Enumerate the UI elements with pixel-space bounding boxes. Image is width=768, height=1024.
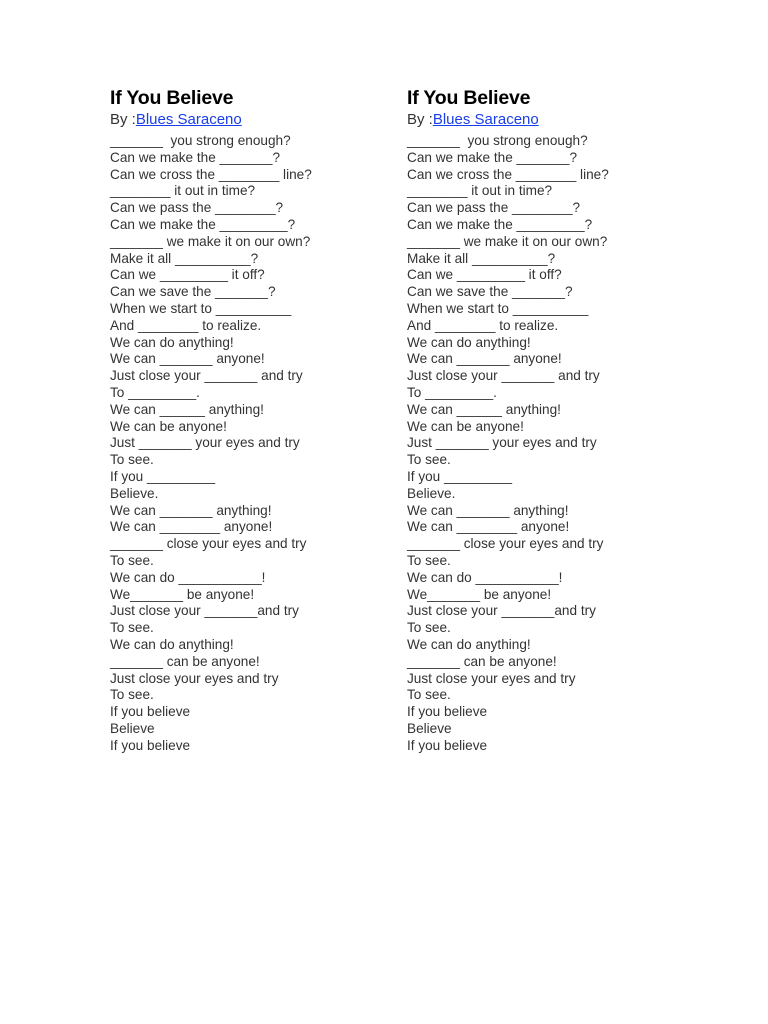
lyric-line: Can we make the _________? [407,216,593,232]
lyric-line: Just close your eyes and try [407,670,576,686]
lyric-line: Can we make the _______? [110,149,281,165]
lyric-line: To see. [110,552,154,568]
lyric-line: Can we _________ it off? [110,267,265,283]
lyric-line: Just close your _______ and try [407,368,600,384]
lyric-line: To see. [407,620,451,636]
lyric-line: We can be anyone! [110,418,227,434]
lyric-line: Can we cross the ________ line? [110,166,312,182]
lyric-line: We_______ be anyone! [407,586,552,602]
lyric-line: _______ close your eyes and try [110,536,307,552]
lyrics-column-left [110,86,410,754]
lyric-line: We can ______ anything! [407,401,561,417]
lyric-line: We can do ___________! [110,569,266,585]
lyric-line: We can _______ anything! [407,502,569,518]
lyric-line: To see. [407,452,451,468]
lyric-line: Make it all __________? [407,250,556,266]
lyric-line: We can ______ anything! [110,401,264,417]
lyric-line: We can be anyone! [407,418,524,434]
lyric-line: Can we pass the ________? [407,200,581,216]
lyric-line: To _________. [407,384,497,400]
lyrics-list [407,133,707,754]
lyric-line: To see. [110,452,154,468]
lyric-line: _______ we make it on our own? [407,233,608,249]
lyric-line: To see. [407,552,451,568]
lyric-line: Just close your _______and try [110,603,299,619]
lyric-line: If you _________ [110,468,216,484]
lyric-line: ________ it out in time? [407,183,553,199]
lyric-line: Can we pass the ________? [110,200,284,216]
lyric-line: We_______ be anyone! [110,586,255,602]
lyric-line: If you believe [110,704,191,720]
lyric-line: Just _______ your eyes and try [110,435,300,451]
lyric-line: _______ can be anyone! [110,653,260,669]
lyrics-column-right [407,86,707,754]
lyric-line: To see. [110,687,154,703]
lyric-line: To see. [110,620,154,636]
lyric-line: Can we cross the ________ line? [407,166,609,182]
byline-prefix: By : [110,111,136,128]
lyric-line: We can _______ anyone! [407,351,562,367]
lyric-line: Believe [110,720,155,736]
lyric-line: Just close your _______and try [407,603,596,619]
lyric-line: Can we save the _______? [110,284,276,300]
lyric-line: Can we _________ it off? [407,267,562,283]
lyric-line: Can we make the _________? [110,216,296,232]
lyric-line: Make it all __________? [110,250,259,266]
lyric-line: Can we save the _______? [407,284,573,300]
lyric-line: _______ close your eyes and try [407,536,604,552]
lyric-line: Just close your _______ and try [110,368,303,384]
lyric-line: To see. [407,687,451,703]
lyric-line: We can _______ anything! [110,502,272,518]
lyric-line: We can do anything! [407,334,531,350]
lyric-line: _______ you strong enough? [407,133,588,148]
lyric-line: And ________ to realize. [407,317,559,333]
byline [407,110,707,130]
lyric-line: _______ you strong enough? [110,133,291,148]
lyric-line: We can ________ anyone! [110,519,273,535]
song-title: If You Believe [110,87,234,109]
lyric-line: ________ it out in time? [110,183,256,199]
lyric-line: We can _______ anyone! [110,351,265,367]
lyric-line: To _________. [110,384,200,400]
lyric-line: We can do anything! [110,334,234,350]
lyric-line: _______ can be anyone! [407,653,557,669]
lyric-line: We can do ___________! [407,569,563,585]
lyric-line: We can ________ anyone! [407,519,570,535]
lyrics-list [110,133,410,754]
byline [110,110,410,130]
lyric-line: Can we make the _______? [407,149,578,165]
song-title: If You Believe [407,87,531,109]
lyric-line: And ________ to realize. [110,317,262,333]
lyric-line: Believe. [110,485,159,501]
lyric-line: If you believe [407,737,488,753]
lyric-line: When we start to __________ [110,300,292,316]
lyric-line: Just _______ your eyes and try [407,435,597,451]
lyric-line: When we start to __________ [407,300,589,316]
lyric-line: Just close your eyes and try [110,670,279,686]
lyric-line: If you believe [110,737,191,753]
lyric-line: Believe [407,720,452,736]
author-link[interactable]: Blues Saraceno [135,111,242,128]
lyric-line: Believe. [407,485,456,501]
lyric-line: If you _________ [407,468,513,484]
lyric-line: If you believe [407,704,488,720]
author-link[interactable]: Blues Saraceno [432,111,539,128]
lyric-line: _______ we make it on our own? [110,233,311,249]
byline-prefix: By : [407,111,433,128]
lyric-line: We can do anything! [407,636,531,652]
lyric-line: We can do anything! [110,636,234,652]
